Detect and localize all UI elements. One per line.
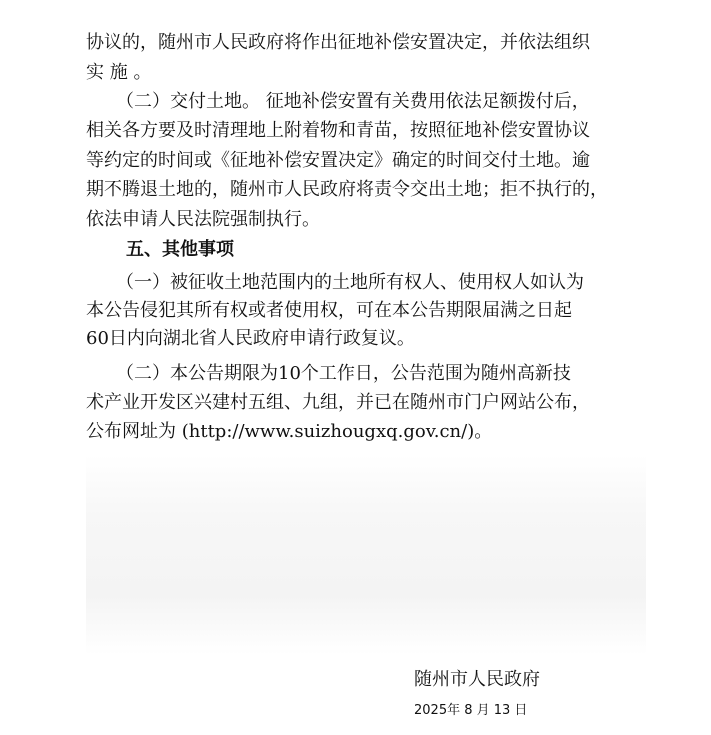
text-line: （二）交付土地。 征地补偿安置有关费用依法足额拨付后， [116, 91, 590, 112]
text-line: 公布网址为 (http://www.suizhougxq.gov.cn/)。 [86, 421, 493, 442]
document-date: 2025年 8 月 13 日 [414, 703, 528, 718]
text-line: 60日内向湖北省人民政府申请行政复议。 [86, 328, 415, 349]
faint-shaded-region [86, 455, 646, 655]
text-line: （一）被征收土地范围内的土地所有权人、使用权人如认为 [116, 272, 584, 293]
text-line: 本公告侵犯其所有权或者使用权，可在本公告期限届满之日起 [86, 300, 572, 321]
section-heading: 五、其他事项 [126, 239, 234, 260]
signatory: 随州市人民政府 [414, 669, 540, 690]
text-line: 术产业开发区兴建村五组、九组，并已在随州市门户网站公布， [86, 392, 590, 413]
text-line: 相关各方要及时清理地上附着物和青苗，按照征地补偿安置协议 [86, 120, 590, 141]
text-line: （二）本公告期限为10个工作日，公告范围为随州高新技 [116, 363, 571, 384]
text-line: 实 施 。 [86, 62, 152, 83]
text-line: 等约定的时间或《征地补偿安置决定》确定的时间交付土地。逾 [86, 150, 590, 171]
text-line: 协议的，随州市人民政府将作出征地补偿安置决定，并依法组织 [86, 32, 590, 53]
text-line: 依法申请人民法院强制执行。 [86, 209, 320, 230]
text-line: 期不腾退土地的，随州市人民政府将责令交出土地；拒不执行的， [86, 179, 608, 200]
